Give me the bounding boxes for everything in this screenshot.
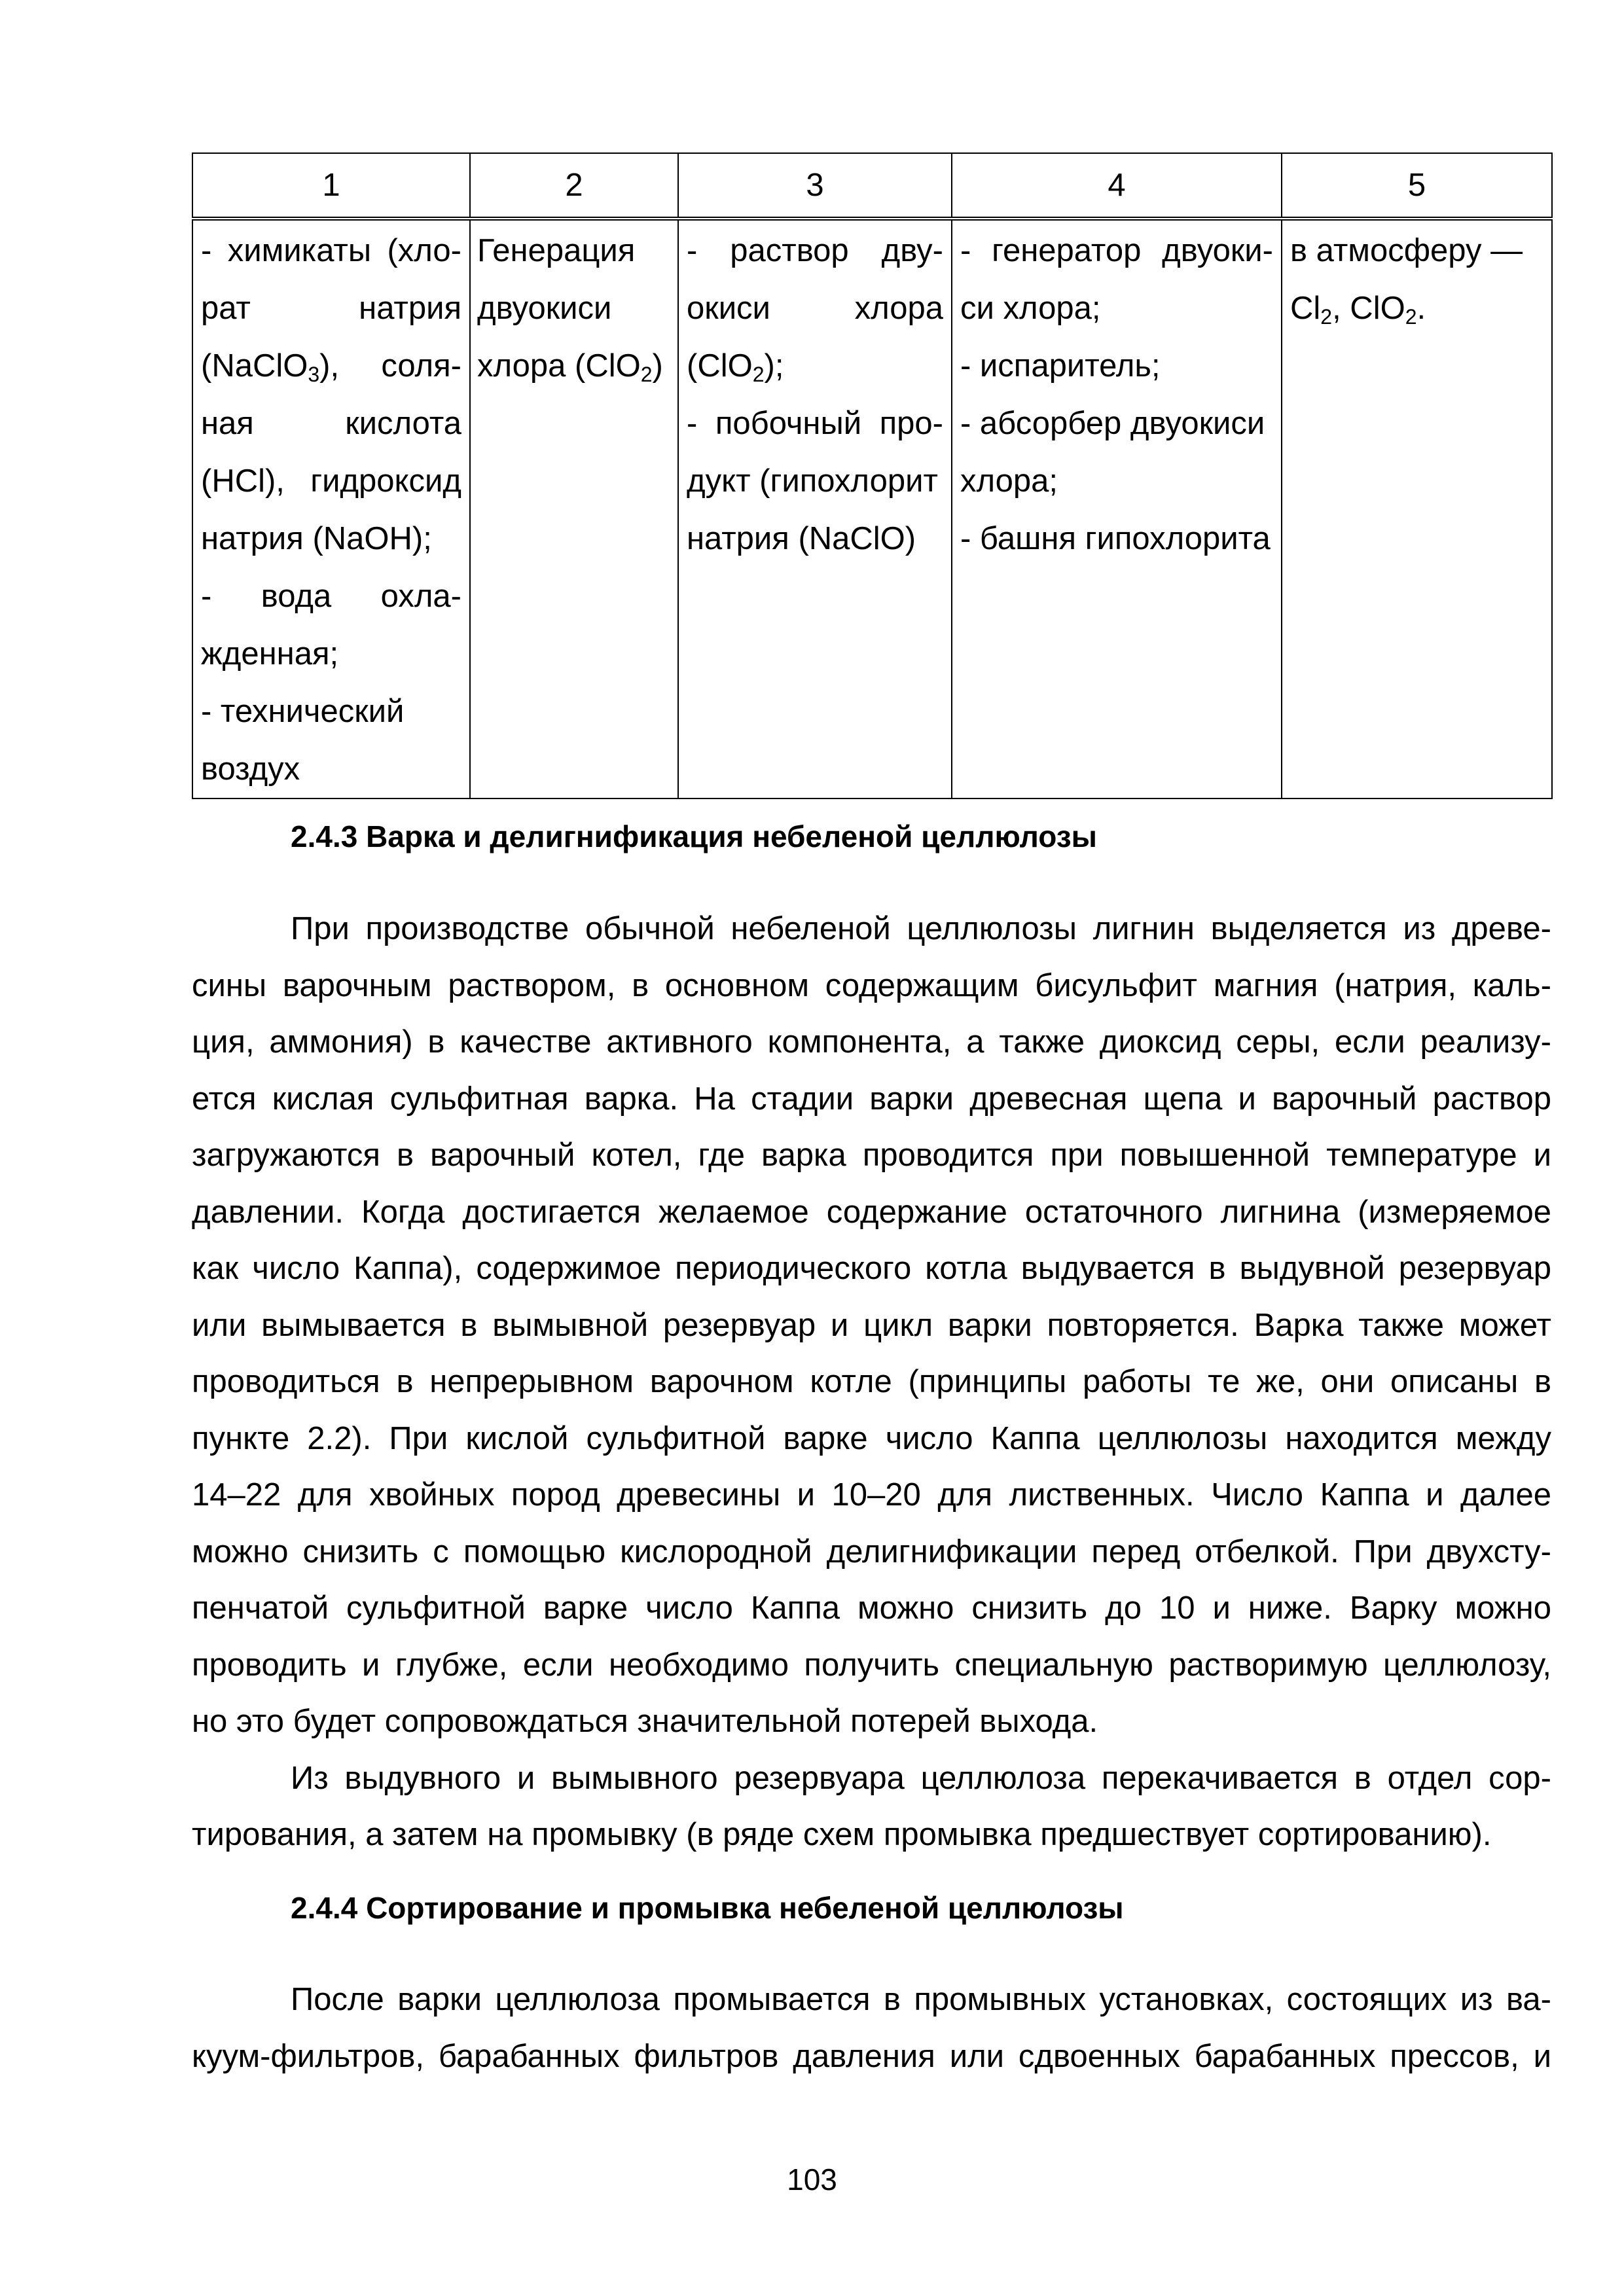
page-number: 103 bbox=[787, 2162, 837, 2197]
section-heading: 2.4.4 Сортирование и промывка небеленой целлюлозы bbox=[291, 1891, 1124, 1925]
table-header-cell: 4 bbox=[952, 153, 1282, 219]
section-heading: 2.4.3 Варка и делигнификация небеленой целлюлозы bbox=[291, 819, 1097, 853]
paragraph: После варки целлюлоза промывается в промывных установках, состоящих из ва- куум-фильтров, барабанных фильтров давления или сдвоенных барабанных прессов, и bbox=[192, 1982, 1551, 2074]
table-header-cell: 1 bbox=[192, 153, 470, 219]
table-cell-col4: - генератор двуоки- си хлора; - испаритель; - абсорбер двуокиси хлора; - башня гипохлорита bbox=[952, 219, 1282, 798]
paragraph: При производстве обычной небеленой целлюлозы лигнин выделяется из древе- сины варочным раствором, в основном содержащим бисульфит магния (натрия, каль- ция, аммония) в качестве активного компонента, а также диоксид серы, если реализу- ется кислая сульфитная варка. На стадии варки древесная щепа и варочный раствор загружаются в варочный котел, где варка проводится при повышенной температуре и давлении. Когда достигается желаемое содержание остаточного лигнина (измеряемое как число Каппа), содержимое периодического котла выдувается в выдувной резервуар или вымывается в вымывной резервуар и цикл варки повторяется. Варка также может проводиться в непрерывном варочном котле (принципы работы те же, они описаны в пункте 2.2). При кислой сульфитной варке число Каппа целлюлозы находится между 14–22 для хвойных пород древесины и 10–20 для лиственных. Число Каппа и далее можно снизить с помощью кислородной делигнификации перед отбелкой. При двухсту- пенчатой сульфитной варке число Каппа можно снизить до 10 и ниже. Варку можно проводить и глубже, если необходимо получить специальную растворимую целлюлозу, но это будет сопровождаться значительной потерей выхода. Из выдувного и вымывного резервуара целлюлоза перекачивается в отдел сор- тирования, а затем на промывку (в ряде схем промывка предшествует сортированию). bbox=[192, 911, 1551, 1852]
table-cell-col3: - раствор дву- окиси хлора (ClO$_2$); - побочный про- дукт (гипохлорит натрия (NaClO) bbox=[678, 219, 952, 798]
table-header-cell: 5 bbox=[1282, 153, 1552, 219]
table-cell-col2: Генерация двуокиси хлора (ClO$_2$) bbox=[470, 219, 678, 798]
table-row bbox=[192, 219, 1552, 798]
table-cell-col5: в атмосферу — $Cl_2$, ClO$_2$. bbox=[1282, 219, 1552, 798]
table-header-cell: 3 bbox=[678, 153, 952, 219]
table-cell-col1: - химикаты (хло- рат натрия (NaClO$_3$), соля- ная кислота (HCl), гидроксид натрия (NaOH); - вода охла- жденная; - технический воздух bbox=[192, 219, 470, 798]
equipment-table bbox=[192, 152, 1553, 799]
table-header-row bbox=[192, 153, 1552, 219]
table-header-cell: 2 bbox=[470, 153, 678, 219]
